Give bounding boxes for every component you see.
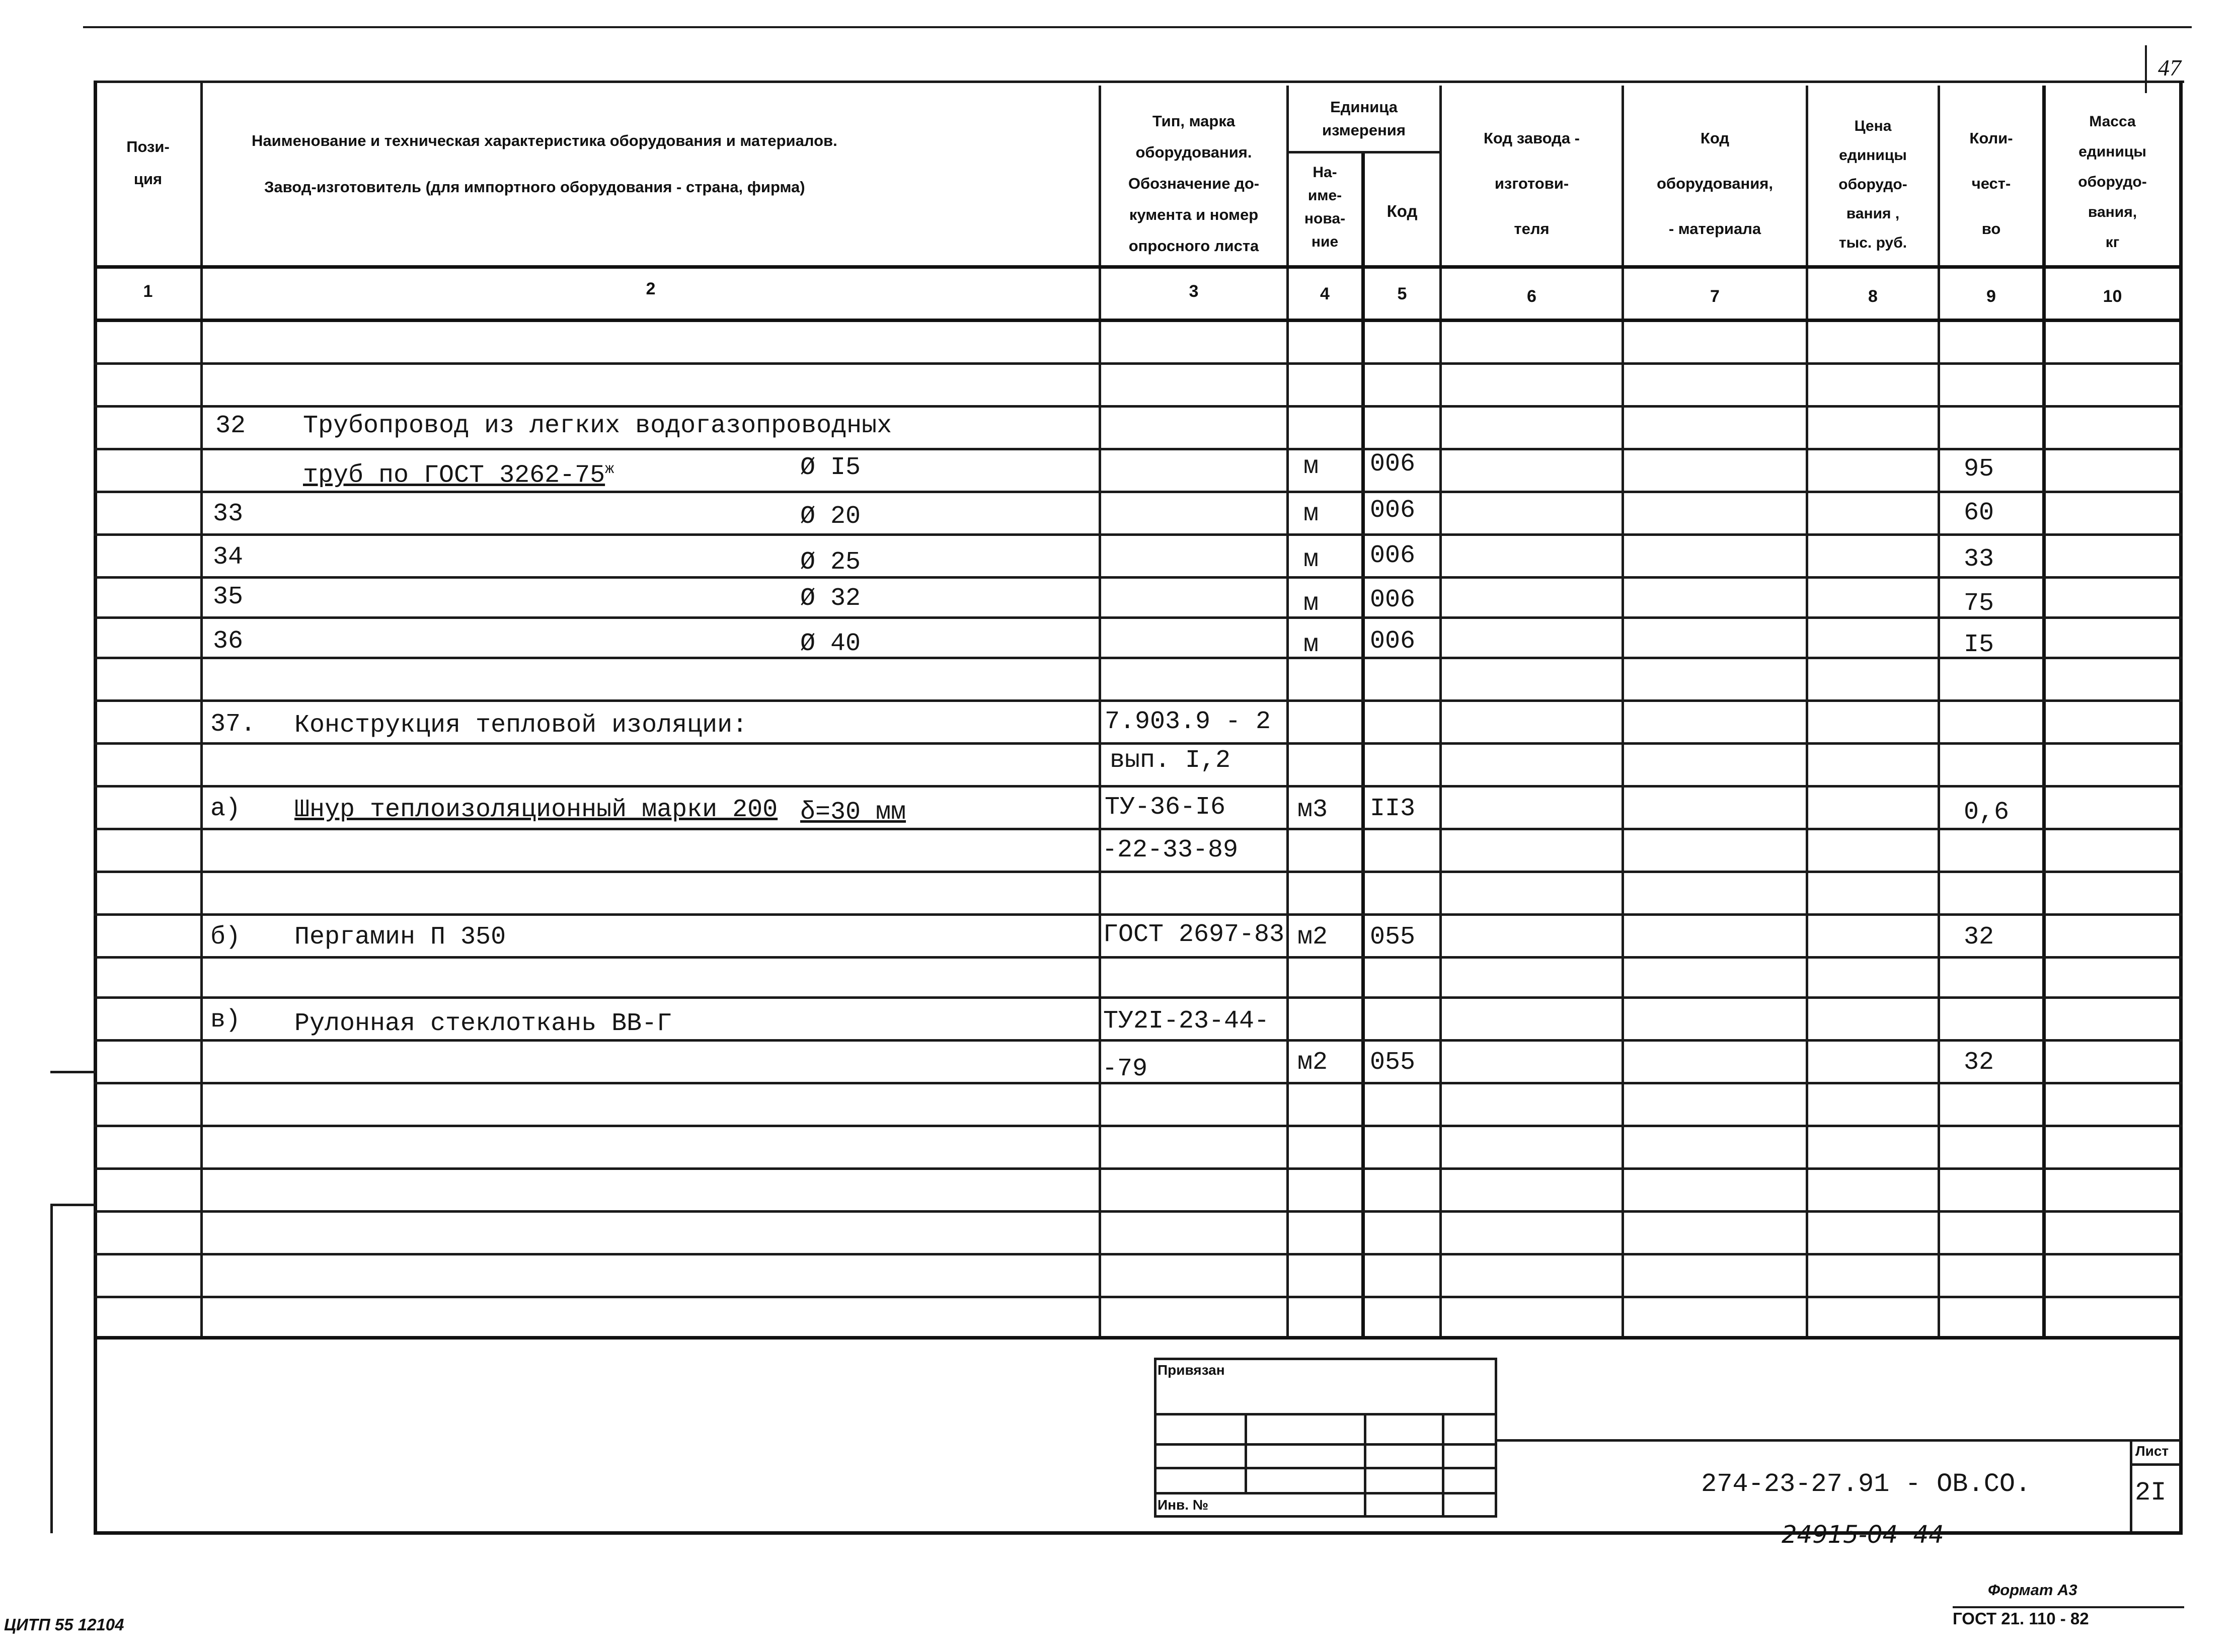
- row-a-position: а): [210, 795, 241, 823]
- row-line-22: [94, 1253, 2182, 1255]
- stamp-line-a: [1154, 1413, 1497, 1415]
- row-34-diameter: Ø 25: [800, 548, 861, 577]
- footer-gost: ГОСТ 21. 110 - 82: [1953, 1609, 2089, 1628]
- col-line-7-8: [1806, 86, 1808, 1339]
- row-line-10: [94, 742, 2182, 745]
- row-line-07: [94, 616, 2182, 619]
- colnum-bottom-line: [94, 319, 2182, 322]
- row-a-code: II3: [1370, 795, 1416, 823]
- stamp-line-b: [1154, 1443, 1497, 1446]
- stamp-privyazan-label: Привязан: [1158, 1362, 1225, 1378]
- row-34-unit: м: [1303, 545, 1319, 574]
- row-32b-name: [303, 454, 614, 491]
- row-35-qty: 75: [1964, 589, 1994, 618]
- row-37-position: 37.: [210, 710, 256, 739]
- row-line-16: [94, 996, 2182, 999]
- row-36-unit: м: [1303, 631, 1319, 659]
- row-a-thickness: δ=30 мм: [800, 798, 906, 827]
- row-b-doc: ГОСТ 2697-83: [1103, 920, 1285, 949]
- row-b-code: 055: [1370, 923, 1416, 952]
- colnum-4: 4: [1320, 284, 1330, 303]
- header-unit-code: Код: [1386, 202, 1418, 220]
- header-type: Тип, марка оборудования. Обозначение до- кумента и номер опросного листа: [1128, 112, 1260, 255]
- row-line-04: [94, 491, 2182, 493]
- row-36-diameter: Ø 40: [800, 630, 861, 658]
- row-line-12: [94, 828, 2182, 830]
- col-line-2-3: [1099, 86, 1101, 1339]
- row-33-diameter: Ø 20: [800, 502, 861, 531]
- row-line-09: [94, 699, 2182, 702]
- header-unit-group: Единица измерения: [1322, 98, 1406, 139]
- row-line-03: [94, 448, 2182, 450]
- handwritten-note: 24915-04 44: [1782, 1521, 1944, 1549]
- row-35-diameter: Ø 32: [800, 584, 861, 613]
- header-plant-code: Код завода - изготови- теля: [1483, 129, 1580, 238]
- col-line-3-4: [1286, 86, 1289, 1339]
- col-line-1-2: [200, 81, 203, 1339]
- margin-mark-lower: [50, 1204, 96, 1206]
- row-line-11: [94, 785, 2182, 788]
- row-32b-qty: 95: [1964, 455, 1994, 484]
- row-a-doc: ТУ-36-I6: [1105, 793, 1226, 822]
- page-number: 47: [2158, 55, 2181, 81]
- row-a-name: Шнур теплоизоляционный марки 200: [294, 796, 778, 824]
- colnum-5: 5: [1397, 284, 1407, 303]
- stamp-vline-3: [1442, 1413, 1444, 1518]
- row-35-unit: м: [1303, 589, 1319, 618]
- row-v2-qty: 32: [1964, 1048, 1994, 1077]
- row-line-13: [94, 871, 2182, 873]
- col-line-5-6: [1439, 86, 1442, 1339]
- row-line-19: [94, 1125, 2182, 1127]
- row-37-name: Конструкция тепловой изоляции:: [294, 711, 748, 740]
- row-v2-code: 055: [1370, 1048, 1416, 1077]
- row-line-21: [94, 1210, 2182, 1213]
- row-32b-name-text: труб по ГОСТ 3262-75: [303, 461, 605, 490]
- stamp-designation-line: [1497, 1439, 2181, 1442]
- row-37-doc: 7.903.9 - 2: [1105, 707, 1271, 736]
- row-32-position: 32: [215, 412, 246, 440]
- row-32b-unit: м: [1303, 452, 1319, 481]
- colnum-7: 7: [1710, 287, 1720, 306]
- header-bottom-line: [94, 265, 2182, 269]
- row-36-qty: I5: [1964, 631, 1994, 659]
- footer-format: Формат А3: [1988, 1581, 2077, 1599]
- col-line-9-10: [2042, 86, 2046, 1336]
- colnum-9: 9: [1986, 287, 1996, 306]
- row-32-name: Трубопровод из легких водогазопроводных: [303, 412, 892, 440]
- row-36-position: 36: [213, 627, 244, 656]
- row-33-code: 006: [1370, 496, 1416, 525]
- frame-right-line: [2179, 81, 2183, 1535]
- row-a-unit: м3: [1297, 796, 1328, 824]
- row-b-unit: м2: [1297, 923, 1328, 952]
- header-position: Пози- ция: [126, 138, 170, 188]
- row-35-position: 35: [213, 583, 244, 611]
- stamp-inventory-label: Инв. №: [1158, 1497, 1209, 1513]
- stamp-vline-1: [1245, 1413, 1247, 1493]
- margin-mark-upper: [50, 1071, 96, 1073]
- col-line-6-7: [1622, 86, 1624, 1339]
- unit-header-divider: [1286, 151, 1439, 153]
- row-33-unit: м: [1303, 500, 1319, 528]
- colnum-10: 10: [2103, 287, 2122, 306]
- row-v-position: в): [210, 1006, 241, 1035]
- row-line-15: [94, 956, 2182, 959]
- colnum-2: 2: [646, 279, 656, 298]
- row-33-qty: 60: [1964, 499, 1994, 527]
- colnum-3: 3: [1189, 282, 1199, 301]
- row-line-23: [94, 1296, 2182, 1298]
- stamp-line-c: [1154, 1467, 1497, 1469]
- row-37b-doc: вып. I,2: [1110, 746, 1231, 775]
- row-b-qty: 32: [1964, 923, 1994, 952]
- row-line-06: [94, 576, 2182, 579]
- row-a2-doc: -22-33-89: [1102, 836, 1239, 864]
- row-line-08: [94, 657, 2182, 659]
- row-v-name: Рулонная стеклоткань ВВ-Г: [294, 1009, 672, 1038]
- footer-rule: [1953, 1606, 2184, 1608]
- row-34-qty: 33: [1964, 545, 1994, 574]
- row-v2-doc: -79: [1102, 1055, 1148, 1083]
- footer-left-code: ЦИТП 55 12104: [4, 1615, 124, 1634]
- header-quantity: Коли- чест- во: [1969, 129, 2013, 238]
- stamp-vline-2: [1364, 1413, 1366, 1518]
- row-line-02: [94, 405, 2182, 408]
- row-32b-diameter: Ø I5: [800, 453, 861, 482]
- page-number-tick: [2145, 45, 2147, 93]
- header-mass: Масса единицы оборудо- вания, кг: [2078, 113, 2147, 251]
- stamp-designation: 274-23-27.91 - ОВ.СО.: [1701, 1469, 2031, 1499]
- header-unit-name: На- име- нова- ние: [1304, 164, 1346, 250]
- stamp-sheet-number: 2I: [2135, 1478, 2167, 1508]
- header-name-line2: Завод-изготовитель (для импортного оборудования - страна, фирма): [264, 178, 805, 196]
- header-price: Цена единицы оборудо- вания , тыс. руб.: [1838, 118, 1907, 251]
- row-v-doc: ТУ2I-23-44-: [1103, 1007, 1270, 1036]
- row-v2-unit: м2: [1297, 1048, 1328, 1077]
- row-b-position: б): [210, 923, 241, 952]
- row-line-01: [94, 362, 2182, 365]
- stamp-line-d: [1154, 1492, 1497, 1494]
- colnum-6: 6: [1527, 287, 1536, 306]
- stamp-sheet-label: Лист: [2135, 1443, 2169, 1459]
- frame-top-line: [96, 81, 2184, 83]
- row-32b-superscript: ж: [605, 461, 614, 478]
- margin-mark-vertical: [50, 1204, 53, 1533]
- row-35-code: 006: [1370, 586, 1416, 614]
- top-edge-line: [83, 26, 2192, 28]
- row-34-position: 34: [213, 543, 244, 572]
- row-32b-code: 006: [1370, 450, 1416, 479]
- header-equipment-code: Код оборудования, - материала: [1656, 129, 1773, 238]
- colnum-1: 1: [143, 282, 153, 301]
- stamp-sheet-divider: [2130, 1463, 2180, 1466]
- row-34-code: 006: [1370, 541, 1416, 570]
- row-36-code: 006: [1370, 627, 1416, 656]
- row-line-05: [94, 533, 2182, 536]
- row-line-17: [94, 1039, 2182, 1042]
- table-bottom-line: [94, 1336, 2182, 1340]
- row-b-name: Пергамин П 350: [294, 923, 506, 952]
- col-line-8-9: [1938, 86, 1940, 1339]
- row-line-14: [94, 913, 2182, 916]
- row-a-qty: 0,6: [1964, 798, 2010, 827]
- header-name-line1: Наименование и техническая характеристика оборудования и материалов.: [252, 132, 837, 149]
- row-line-20: [94, 1167, 2182, 1170]
- row-33-position: 33: [213, 500, 244, 528]
- colnum-8: 8: [1868, 287, 1878, 306]
